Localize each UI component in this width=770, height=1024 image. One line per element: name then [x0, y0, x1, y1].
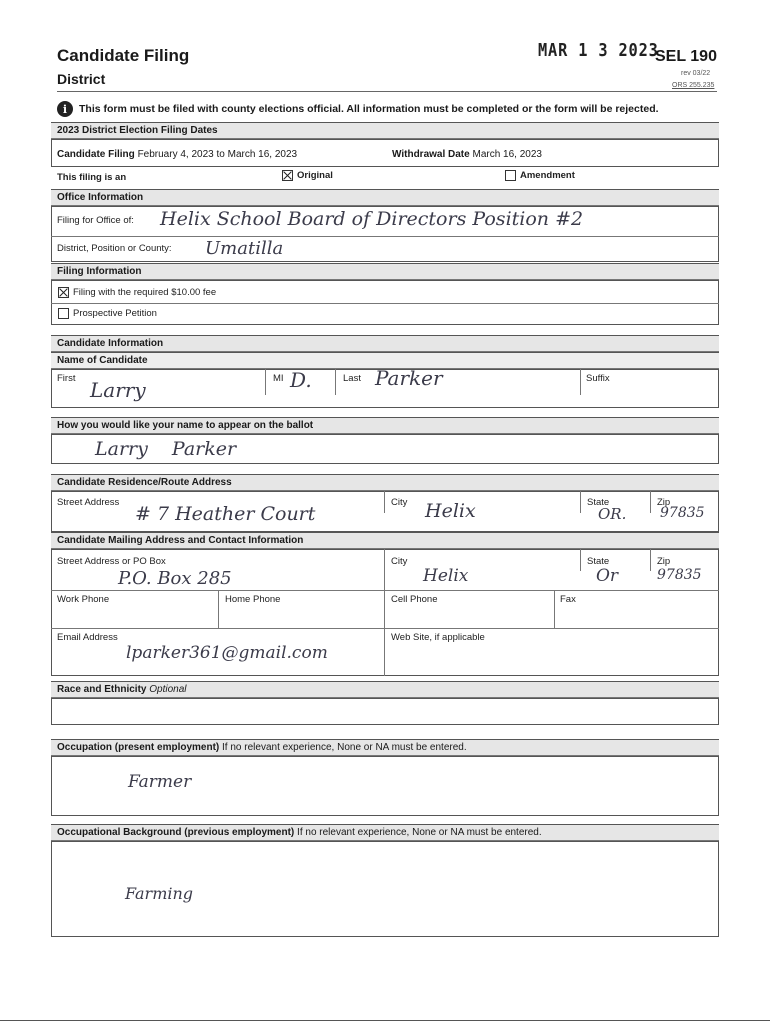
home-phone-label: Home Phone [225, 594, 281, 605]
race-optional: Optional [149, 684, 187, 695]
occupation-heading-text: Occupation (present employment) [57, 742, 220, 753]
email-label: Email Address [57, 632, 118, 643]
residence-city-label: City [391, 497, 408, 508]
amendment-checkbox[interactable] [505, 170, 516, 181]
filing-dates-heading: 2023 District Election Filing Dates [51, 122, 719, 139]
petition-option[interactable] [58, 308, 157, 319]
mailing-row-divider-2 [51, 628, 719, 629]
last-name-value[interactable]: Parker [375, 366, 443, 390]
form-subtitle: District [57, 71, 106, 87]
filing-dates-row [57, 149, 297, 160]
work-phone-label: Work Phone [57, 594, 110, 605]
mailing-row-divider-1 [51, 590, 719, 591]
occupation-heading [51, 739, 719, 756]
residence-state-value[interactable]: OR. [598, 505, 627, 523]
office-info-heading: Office Information [51, 189, 719, 206]
mailing-city-value[interactable]: Helix [423, 566, 469, 586]
info-icon: i [57, 101, 73, 117]
fee-option[interactable] [58, 287, 216, 298]
mailing-zip-value[interactable]: 97835 [657, 567, 702, 583]
suffix-label: Suffix [586, 373, 610, 384]
residence-city-value[interactable]: Helix [425, 500, 476, 522]
cell-phone-label: Cell Phone [391, 594, 438, 605]
race-box[interactable] [51, 698, 719, 725]
ballot-name-value[interactable]: Larry Parker [95, 438, 237, 460]
petition-label: Prospective Petition [73, 308, 157, 320]
mailing-divider-main [384, 549, 385, 676]
notice-text: This form must be filed with county elections official. All information must be completed or the form will be rejected. [79, 103, 659, 115]
fee-checkbox[interactable] [58, 287, 69, 298]
mailing-state-value[interactable]: Or [596, 566, 619, 586]
last-name-label: Last [343, 373, 361, 384]
filing-type-label: This filing is an [57, 172, 127, 183]
original-option[interactable] [282, 170, 333, 181]
notice [57, 101, 659, 117]
candidate-filing-value: February 4, 2023 to March 16, 2023 [137, 149, 298, 160]
office-divider [51, 236, 719, 237]
name-divider-1 [265, 369, 266, 395]
mailing-street-value[interactable]: P.O. Box 285 [118, 568, 232, 589]
candidate-name-heading: Name of Candidate [51, 352, 719, 369]
withdrawal-value: March 16, 2023 [472, 149, 542, 160]
mi-value[interactable]: D. [290, 368, 312, 392]
form-number: SEL 190 [655, 48, 717, 65]
statute-reference: ORS 255.235 [672, 82, 715, 89]
form-title: Candidate Filing [57, 46, 190, 65]
district-label: District, Position or County: [57, 243, 172, 254]
mailing-state-label: State [587, 556, 610, 567]
fee-label: Filing with the required $10.00 fee [73, 287, 217, 299]
candidate-filing-label: Candidate Filing [57, 149, 135, 160]
district-value[interactable]: Umatilla [205, 238, 284, 259]
residence-street-value[interactable]: # 7 Heather Court [135, 503, 316, 525]
filing-info-divider [51, 303, 719, 304]
withdrawal-label: Withdrawal Date [392, 149, 470, 160]
candidate-info-heading: Candidate Information [51, 335, 719, 352]
amendment-label: Amendment [520, 170, 575, 182]
original-checkbox[interactable] [282, 170, 293, 181]
occupation-note: If no relevant experience, None or NA must be entered. [222, 742, 467, 753]
fax-divider [554, 590, 555, 628]
race-heading [51, 681, 719, 698]
occupation-value[interactable]: Farmer [128, 772, 192, 792]
residence-divider-3 [650, 491, 651, 513]
amendment-option[interactable] [505, 170, 575, 181]
petition-checkbox[interactable] [58, 308, 69, 319]
withdrawal-row [392, 149, 542, 160]
website-label: Web Site, if applicable [391, 632, 485, 643]
name-divider-3 [580, 369, 581, 395]
received-date-stamp: MAR 1 3 2023 [538, 40, 659, 61]
first-name-label: First [57, 373, 76, 384]
mailing-street-label: Street Address or PO Box [57, 556, 166, 567]
email-value[interactable]: lparker361@gmail.com [126, 643, 328, 663]
original-label: Original [297, 170, 333, 182]
background-value[interactable]: Farming [125, 884, 194, 903]
mailing-divider-zip [650, 549, 651, 571]
office-value[interactable]: Helix School Board of Directors Position #2 [160, 208, 584, 230]
residence-zip-label: Zip [657, 497, 671, 508]
background-heading-text: Occupational Background (previous employment) [57, 827, 295, 838]
mailing-heading: Candidate Mailing Address and Contact Information [51, 532, 719, 549]
mi-label: MI [273, 373, 284, 384]
first-name-value[interactable]: Larry [90, 378, 146, 402]
name-divider-2 [335, 369, 336, 395]
residence-heading: Candidate Residence/Route Address [51, 474, 719, 491]
filing-info-heading: Filing Information [51, 263, 719, 280]
page-bottom-edge [0, 1020, 770, 1021]
residence-divider-1 [384, 491, 385, 513]
background-heading [51, 824, 719, 841]
form-revision: rev 03/22 [681, 70, 711, 77]
background-note: If no relevant experience, None or NA must be entered. [297, 827, 542, 838]
residence-state-label: State [587, 497, 610, 508]
residence-divider-2 [580, 491, 581, 513]
phone-divider [218, 590, 219, 628]
ballot-name-heading: How you would like your name to appear on the ballot [51, 417, 719, 434]
mailing-city-label: City [391, 556, 408, 567]
residence-street-label: Street Address [57, 497, 120, 508]
residence-zip-value[interactable]: 97835 [660, 505, 705, 521]
office-label: Filing for Office of: [57, 215, 134, 226]
mailing-zip-label: Zip [657, 556, 671, 567]
mailing-divider-state [580, 549, 581, 571]
fax-label: Fax [560, 594, 576, 605]
race-heading-text: Race and Ethnicity [57, 684, 147, 695]
header-divider [57, 91, 717, 92]
